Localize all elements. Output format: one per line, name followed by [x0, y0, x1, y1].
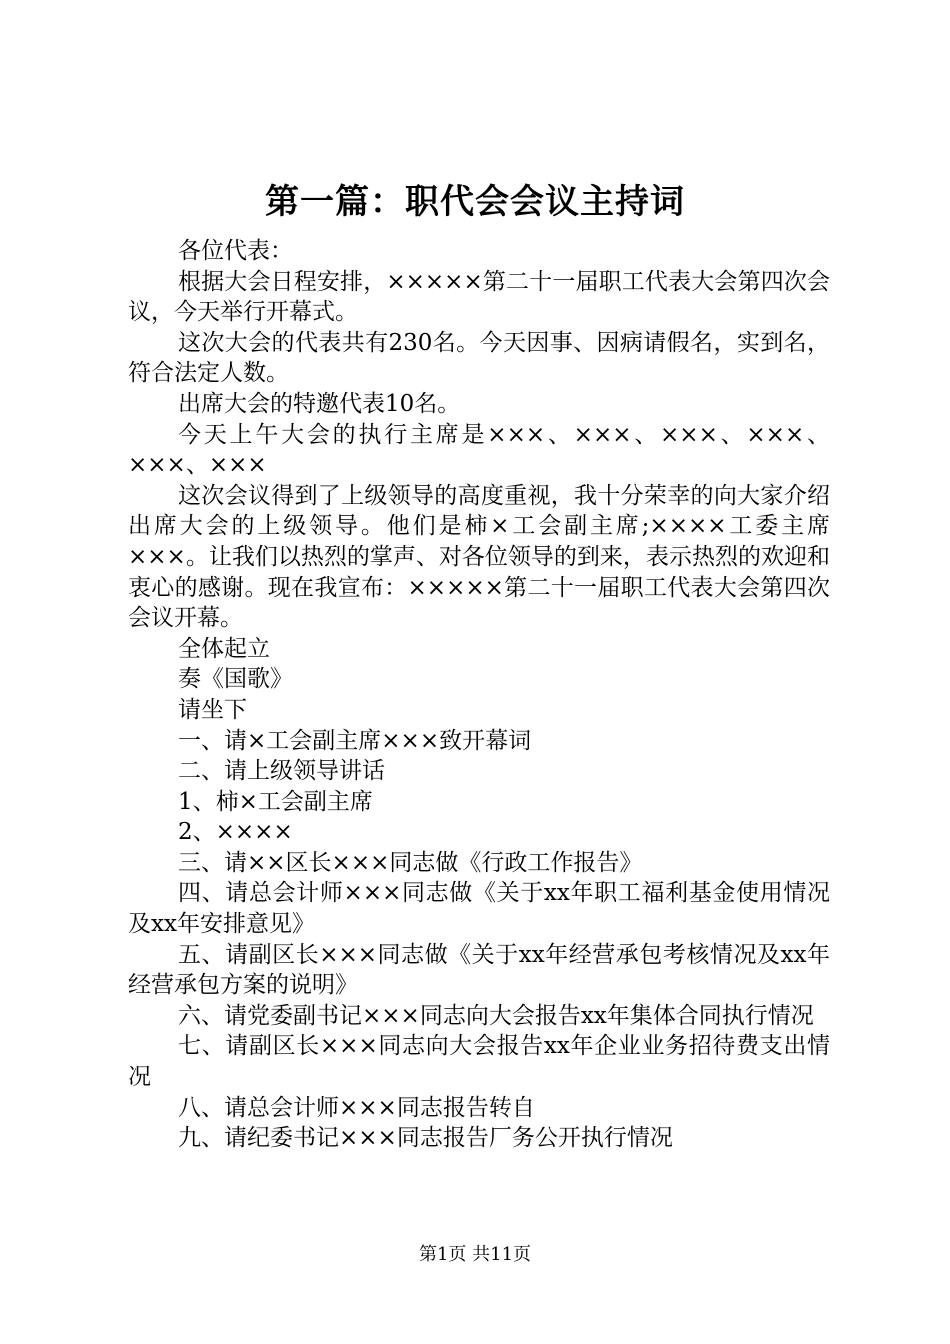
agenda-item: 九、请纪委书记×××同志报告厂务公开执行情况 — [178, 1125, 673, 1152]
document-body — [128, 236, 830, 1154]
agenda-item: 二、请上级领导讲话 — [178, 758, 385, 785]
paragraph: 全体起立 — [178, 635, 270, 662]
paragraph: 出席大会的特邀代表10名。 — [178, 390, 461, 417]
document-title: 第一篇：职代会会议主持词 — [265, 182, 685, 222]
agenda-item: 七、请副区长×××同志向大会报告xx年企业业务招待费支出情况 — [128, 1033, 830, 1091]
paragraph: 这次大会的代表共有230名。今天因事、因病请假名，实到名，符合法定人数。 — [128, 329, 830, 387]
paragraph: 请坐下 — [178, 696, 247, 723]
agenda-item: 三、请××区长×××同志做《行政工作报告》 — [178, 849, 643, 876]
agenda-subitem: 2、×××× — [178, 819, 293, 846]
agenda-item: 四、请总会计师×××同志做《关于xx年职工福利基金使用情况及xx年安排意见》 — [128, 880, 830, 938]
paragraph: 根据大会日程安排，×××××第二十一届职工代表大会第四次会议，今天举行开幕式。 — [128, 268, 830, 326]
paragraph-salutation: 各位代表： — [178, 238, 293, 264]
agenda-item: 五、请副区长×××同志做《关于xx年经营承包考核情况及xx年经营承包方案的说明》 — [128, 941, 830, 999]
agenda-subitem: 1、柿×工会副主席 — [178, 788, 373, 815]
agenda-item: 一、请×工会副主席×××致开幕词 — [178, 727, 532, 754]
paragraph: 奏《国歌》 — [178, 666, 293, 693]
paragraph: 这次会议得到了上级领导的高度重视，我十分荣幸的向大家介绍出席大会的上级领导。他们是柿×工会副主席;××××工委主席×××。让我们以热烈的掌声、对各位领导的到来，表示热烈的欢迎和衷心的感谢。现在我宣布：×××××第二十一届职工代表大会第四次会议开幕。 — [128, 482, 830, 632]
agenda-item: 六、请党委副书记×××同志向大会报告xx年集体合同执行情况 — [178, 1002, 814, 1029]
paragraph: 今天上午大会的执行主席是×××、×××、×××、×××、×××、××× — [128, 421, 830, 479]
agenda-item: 八、请总会计师×××同志报告转自 — [178, 1094, 535, 1121]
page-footer: 第1页 共11页 — [418, 1244, 532, 1265]
